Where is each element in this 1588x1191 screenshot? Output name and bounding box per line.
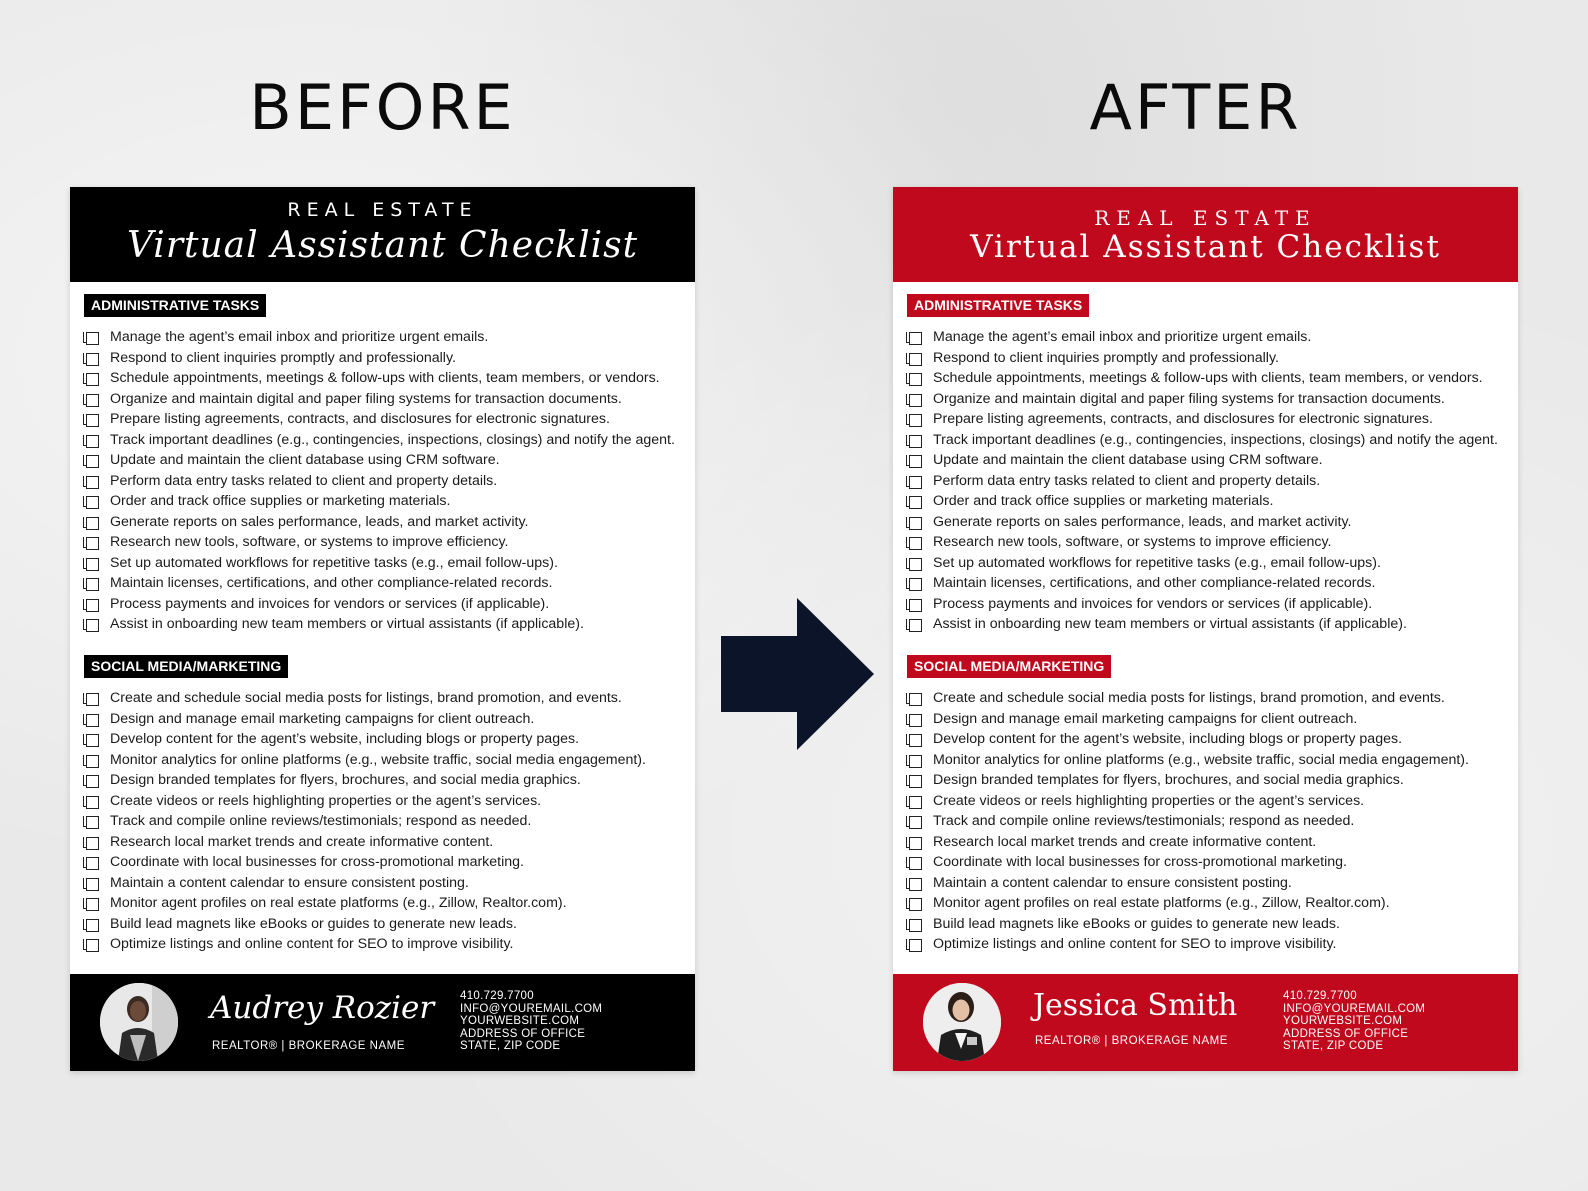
- checkbox-icon: [86, 919, 99, 932]
- after-checklist-document: [893, 187, 1518, 1071]
- task-text: Maintain licenses, certifications, and other compliance-related records.: [110, 575, 553, 591]
- contact-phone: 410.729.7700: [460, 990, 534, 1002]
- task-text: Order and track office supplies or marketing materials.: [933, 493, 1274, 509]
- checkbox-icon: [86, 857, 99, 870]
- checkbox-icon: [909, 558, 922, 571]
- checkbox-icon: [86, 332, 99, 345]
- task-item: [86, 688, 686, 709]
- task-item: [909, 389, 1509, 410]
- right-arrow-icon: [721, 598, 874, 750]
- checkbox-icon: [909, 332, 922, 345]
- agent-photo-icon: [923, 983, 1001, 1061]
- social-media-task-list: [909, 688, 1509, 955]
- checkbox-icon: [86, 939, 99, 952]
- task-text: Perform data entry tasks related to client and property details.: [933, 472, 1321, 489]
- task-item: [86, 934, 686, 955]
- task-text: Track important deadlines (e.g., contingencies, inspections, closings) and notify the agent.: [933, 431, 1498, 448]
- task-text: Research local market trends and create informative content.: [933, 833, 1317, 850]
- task-text: Create and schedule social media posts for listings, brand promotion, and events.: [110, 690, 622, 706]
- section-heading-administrative: ADMINISTRATIVE TASKS: [907, 294, 1089, 317]
- contact-info: [1283, 990, 1425, 1053]
- task-item: [86, 409, 686, 430]
- task-text: Design branded templates for flyers, brochures, and social media graphics.: [933, 772, 1404, 788]
- checkbox-icon: [86, 455, 99, 468]
- task-text: Perform data entry tasks related to client and property details.: [110, 472, 498, 489]
- task-text: Order and track office supplies or marketing materials.: [110, 493, 451, 509]
- checkbox-icon: [909, 435, 922, 448]
- task-text: Research new tools, software, or systems to improve efficiency.: [933, 534, 1332, 550]
- checkbox-icon: [909, 796, 922, 809]
- task-item: [86, 852, 686, 873]
- task-item: [909, 873, 1509, 894]
- document-header: [70, 187, 695, 282]
- checkbox-icon: [909, 455, 922, 468]
- header-kicker: REAL ESTATE: [1094, 206, 1317, 230]
- checkbox-icon: [909, 496, 922, 509]
- task-item: [909, 348, 1509, 369]
- task-item: [86, 327, 686, 348]
- section-heading-administrative: ADMINISTRATIVE TASKS: [84, 294, 266, 317]
- task-text: Maintain a content calendar to ensure consistent posting.: [110, 874, 469, 891]
- task-text: Build lead magnets like eBooks or guides to generate new leads.: [933, 915, 1340, 932]
- administrative-task-list: [909, 327, 1509, 635]
- task-text: Organize and maintain digital and paper filing systems for transaction documents.: [110, 390, 622, 407]
- task-item: [86, 811, 686, 832]
- task-text: Optimize listings and online content for SEO to improve visibility.: [110, 936, 514, 952]
- task-text: Track and compile online reviews/testimonials; respond as needed.: [933, 813, 1355, 829]
- task-text: Manage the agent’s email inbox and prioritize urgent emails.: [933, 329, 1312, 345]
- task-item: [86, 832, 686, 853]
- task-text: Maintain a content calendar to ensure consistent posting.: [933, 874, 1292, 891]
- contact-phone: 410.729.7700: [1283, 990, 1357, 1002]
- task-text: Process payments and invoices for vendors or services (if applicable).: [933, 595, 1373, 612]
- checkbox-icon: [86, 693, 99, 706]
- task-text: Schedule appointments, meetings & follow-ups with clients, team members, or vendors.: [110, 370, 660, 386]
- task-text: Design and manage email marketing campaigns for client outreach.: [933, 710, 1358, 727]
- task-item: [86, 614, 686, 635]
- checkbox-icon: [909, 714, 922, 727]
- checkbox-icon: [86, 796, 99, 809]
- task-text: Prepare listing agreements, contracts, and disclosures for electronic signatures.: [110, 411, 610, 427]
- task-text: Monitor agent profiles on real estate platforms (e.g., Zillow, Realtor.com).: [110, 895, 567, 911]
- task-item: [86, 471, 686, 492]
- agent-title: REALTOR® | BROKERAGE NAME: [1035, 1035, 1228, 1047]
- task-item: [909, 893, 1509, 914]
- task-item: [909, 471, 1509, 492]
- section-heading-social-media: SOCIAL MEDIA/MARKETING: [907, 655, 1111, 678]
- checkbox-icon: [909, 476, 922, 489]
- checkbox-icon: [86, 775, 99, 788]
- header-title: Virtual Assistant Checklist: [126, 225, 639, 266]
- checkbox-icon: [86, 878, 99, 891]
- task-item: [909, 327, 1509, 348]
- task-item: [86, 893, 686, 914]
- agent-photo-icon: [100, 983, 178, 1061]
- task-text: Organize and maintain digital and paper filing systems for transaction documents.: [933, 390, 1445, 407]
- document-footer: [893, 974, 1518, 1071]
- contact-address: ADDRESS OF OFFICE: [460, 1027, 586, 1040]
- checkbox-icon: [86, 599, 99, 612]
- task-text: Prepare listing agreements, contracts, and disclosures for electronic signatures.: [933, 411, 1433, 427]
- checkbox-icon: [909, 898, 922, 911]
- contact-info: [460, 990, 602, 1053]
- task-text: Track and compile online reviews/testimonials; respond as needed.: [110, 813, 532, 829]
- task-item: [86, 491, 686, 512]
- checkbox-icon: [909, 755, 922, 768]
- checkbox-icon: [86, 898, 99, 911]
- task-item: [909, 832, 1509, 853]
- checkbox-icon: [909, 775, 922, 788]
- task-item: [909, 532, 1509, 553]
- checkbox-icon: [86, 755, 99, 768]
- task-item: [909, 614, 1509, 635]
- checkbox-icon: [909, 857, 922, 870]
- checkbox-icon: [86, 517, 99, 530]
- task-text: Create and schedule social media posts for listings, brand promotion, and events.: [933, 690, 1445, 706]
- checkbox-icon: [909, 878, 922, 891]
- checkbox-icon: [86, 476, 99, 489]
- checkbox-icon: [86, 619, 99, 632]
- task-text: Respond to client inquiries promptly and professionally.: [933, 349, 1279, 366]
- document-header: [893, 187, 1518, 282]
- section-heading-social-media: SOCIAL MEDIA/MARKETING: [84, 655, 288, 678]
- task-text: Coordinate with local businesses for cross-promotional marketing.: [110, 854, 524, 870]
- task-item: [86, 709, 686, 730]
- task-item: [909, 409, 1509, 430]
- task-text: Set up automated workflows for repetitive tasks (e.g., email follow-ups).: [110, 554, 558, 571]
- checkbox-icon: [909, 619, 922, 632]
- social-media-task-list: [86, 688, 686, 955]
- contact-email: INFO@YOUREMAIL.COM: [1283, 1002, 1426, 1015]
- task-text: Track important deadlines (e.g., contingencies, inspections, closings) and notify the agent.: [110, 431, 675, 448]
- contact-address: ADDRESS OF OFFICE: [1283, 1027, 1409, 1040]
- task-item: [909, 491, 1509, 512]
- task-item: [909, 709, 1509, 730]
- task-text: Optimize listings and online content for SEO to improve visibility.: [933, 936, 1337, 952]
- task-text: Develop content for the agent’s website, including blogs or property pages.: [110, 731, 580, 747]
- task-item: [86, 532, 686, 553]
- checkbox-icon: [86, 373, 99, 386]
- checkbox-icon: [86, 578, 99, 591]
- checkbox-icon: [909, 373, 922, 386]
- checkbox-icon: [909, 919, 922, 932]
- task-item: [909, 450, 1509, 471]
- task-item: [86, 553, 686, 574]
- agent-title: REALTOR® | BROKERAGE NAME: [212, 1040, 405, 1052]
- task-item: [86, 791, 686, 812]
- agent-avatar: [100, 983, 178, 1061]
- task-text: Design branded templates for flyers, brochures, and social media graphics.: [110, 772, 581, 788]
- checkbox-icon: [909, 837, 922, 850]
- task-text: Set up automated workflows for repetitive tasks (e.g., email follow-ups).: [933, 554, 1381, 571]
- contact-email: INFO@YOUREMAIL.COM: [460, 1002, 603, 1015]
- task-item: [909, 512, 1509, 533]
- task-text: Process payments and invoices for vendors or services (if applicable).: [110, 595, 550, 612]
- task-text: Manage the agent’s email inbox and prioritize urgent emails.: [110, 329, 489, 345]
- task-text: Assist in onboarding new team members or virtual assistants (if applicable).: [933, 616, 1407, 632]
- checkbox-icon: [909, 734, 922, 747]
- contact-website: YOURWEBSITE.COM: [1283, 1015, 1403, 1028]
- checkbox-icon: [909, 414, 922, 427]
- task-item: [86, 573, 686, 594]
- task-text: Generate reports on sales performance, leads, and market activity.: [110, 513, 529, 530]
- checkbox-icon: [86, 394, 99, 407]
- task-item: [909, 573, 1509, 594]
- task-text: Research new tools, software, or systems to improve efficiency.: [110, 534, 509, 550]
- header-title: Virtual Assistant Checklist: [970, 229, 1441, 265]
- task-item: [86, 368, 686, 389]
- task-text: Assist in onboarding new team members or virtual assistants (if applicable).: [110, 616, 584, 632]
- task-item: [909, 553, 1509, 574]
- task-text: Develop content for the agent’s website, including blogs or property pages.: [933, 731, 1403, 747]
- checkbox-icon: [909, 816, 922, 829]
- checkbox-icon: [909, 578, 922, 591]
- task-item: [909, 811, 1509, 832]
- task-item: [86, 750, 686, 771]
- checkbox-icon: [86, 816, 99, 829]
- checkbox-icon: [909, 693, 922, 706]
- task-item: [909, 934, 1509, 955]
- agent-avatar: [923, 983, 1001, 1061]
- task-text: Coordinate with local businesses for cross-promotional marketing.: [933, 854, 1347, 870]
- document-footer: [70, 974, 695, 1071]
- task-text: Update and maintain the client database using CRM software.: [933, 452, 1323, 468]
- checkbox-icon: [86, 496, 99, 509]
- before-label: BEFORE: [249, 71, 516, 144]
- task-item: [86, 873, 686, 894]
- task-item: [86, 430, 686, 451]
- task-item: [86, 389, 686, 410]
- task-item: [86, 729, 686, 750]
- task-text: Build lead magnets like eBooks or guides to generate new leads.: [110, 915, 517, 932]
- task-text: Design and manage email marketing campaigns for client outreach.: [110, 710, 535, 727]
- task-item: [86, 594, 686, 615]
- task-item: [909, 852, 1509, 873]
- task-item: [86, 512, 686, 533]
- checkbox-icon: [909, 353, 922, 366]
- task-item: [86, 770, 686, 791]
- checkbox-icon: [86, 435, 99, 448]
- task-item: [86, 914, 686, 935]
- checkbox-icon: [909, 517, 922, 530]
- task-item: [909, 430, 1509, 451]
- agent-name: Jessica Smith: [1033, 988, 1238, 1023]
- task-text: Generate reports on sales performance, leads, and market activity.: [933, 513, 1352, 530]
- task-item: [909, 914, 1509, 935]
- task-text: Monitor agent profiles on real estate platforms (e.g., Zillow, Realtor.com).: [933, 895, 1390, 911]
- task-text: Create videos or reels highlighting properties or the agent’s services.: [110, 792, 542, 809]
- task-item: [86, 348, 686, 369]
- checkbox-icon: [86, 558, 99, 571]
- task-item: [909, 368, 1509, 389]
- task-item: [909, 594, 1509, 615]
- administrative-task-list: [86, 327, 686, 635]
- task-text: Monitor analytics for online platforms (e.g., website traffic, social media engagement).: [933, 751, 1469, 768]
- task-item: [909, 750, 1509, 771]
- checkbox-icon: [909, 394, 922, 407]
- task-item: [909, 770, 1509, 791]
- after-label: AFTER: [1089, 71, 1302, 144]
- checkbox-icon: [909, 939, 922, 952]
- task-item: [909, 729, 1509, 750]
- task-item: [909, 791, 1509, 812]
- checkbox-icon: [86, 537, 99, 550]
- checkbox-icon: [86, 734, 99, 747]
- before-checklist-document: [70, 187, 695, 1071]
- contact-state-zip: STATE, ZIP CODE: [1283, 1040, 1384, 1053]
- task-item: [86, 450, 686, 471]
- task-text: Respond to client inquiries promptly and professionally.: [110, 349, 456, 366]
- header-kicker: REAL ESTATE: [287, 199, 478, 221]
- checkbox-icon: [86, 837, 99, 850]
- task-text: Create videos or reels highlighting properties or the agent’s services.: [933, 792, 1365, 809]
- checkbox-icon: [86, 353, 99, 366]
- checkbox-icon: [909, 599, 922, 612]
- checkbox-icon: [86, 414, 99, 427]
- task-text: Schedule appointments, meetings & follow-ups with clients, team members, or vendors.: [933, 370, 1483, 386]
- checkbox-icon: [909, 537, 922, 550]
- task-item: [909, 688, 1509, 709]
- task-text: Monitor analytics for online platforms (e.g., website traffic, social media engagement).: [110, 751, 646, 768]
- agent-name: Audrey Rozier: [210, 990, 435, 1026]
- task-text: Research local market trends and create informative content.: [110, 833, 494, 850]
- contact-website: YOURWEBSITE.COM: [460, 1015, 580, 1028]
- task-text: Update and maintain the client database using CRM software.: [110, 452, 500, 468]
- task-text: Maintain licenses, certifications, and other compliance-related records.: [933, 575, 1376, 591]
- contact-state-zip: STATE, ZIP CODE: [460, 1040, 561, 1053]
- checkbox-icon: [86, 714, 99, 727]
